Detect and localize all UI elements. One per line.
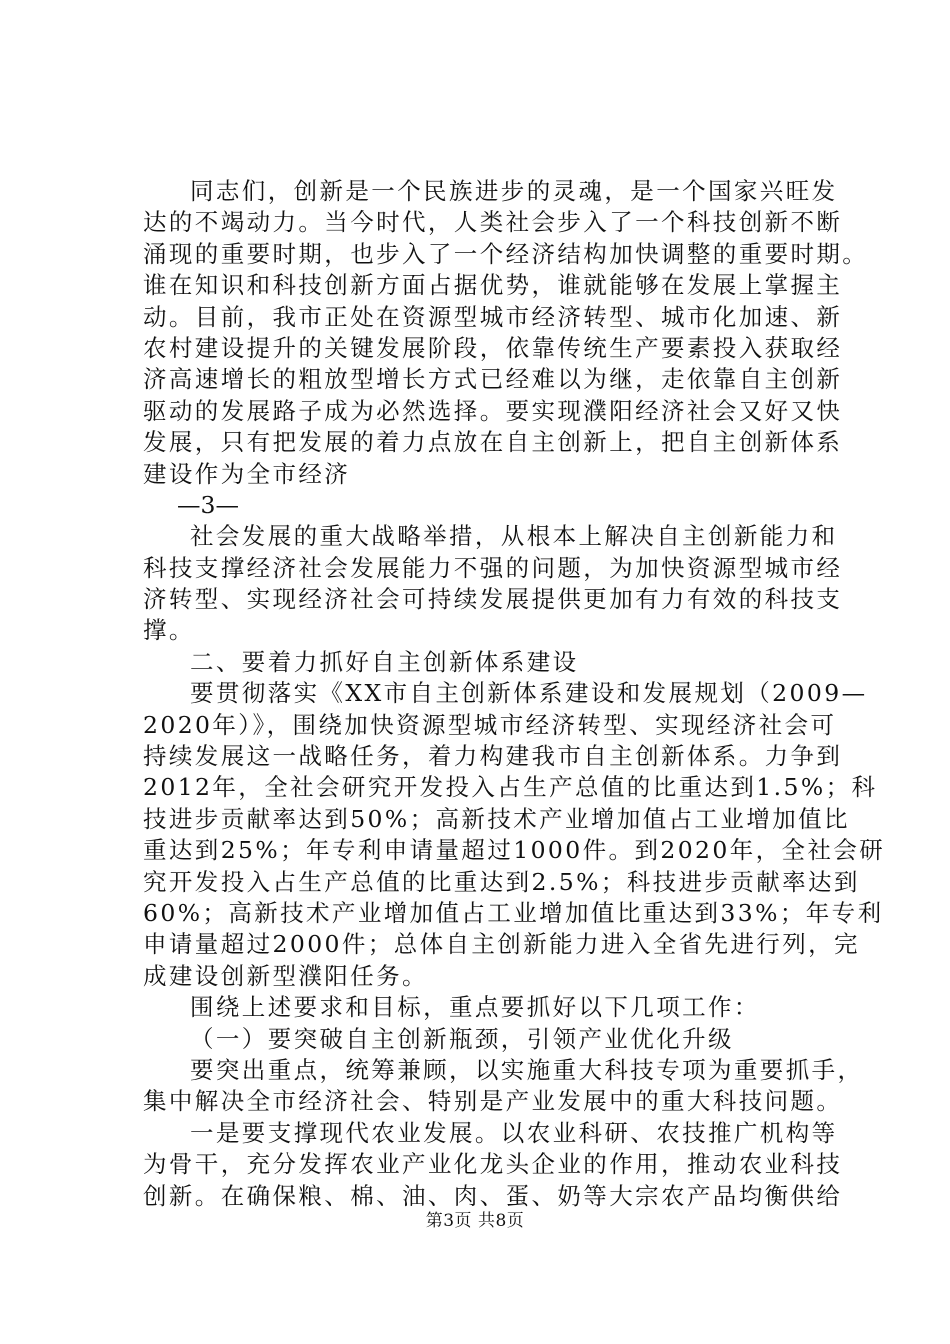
text-line: 2012年，全社会研究开发投入占生产总值的比重达到1.5%；科 xyxy=(143,773,878,802)
text-line: 2020年）》，围绕加快资源型城市经济转型、实现经济社会可 xyxy=(143,710,837,739)
text-line: 申请量超过2000件；总体自主创新能力进入全省先进行列，完 xyxy=(143,930,860,959)
text-line: 发展，只有把发展的着力点放在自主创新上，把自主创新体系 xyxy=(143,428,843,457)
text-line: 动。目前，我市正处在资源型城市经济转型、城市化加速、新 xyxy=(143,302,843,331)
text-line: 技进步贡献率达到50%；高新技术产业增加值占工业增加值比 xyxy=(143,804,850,833)
document-body xyxy=(143,176,886,1212)
text-line: 涌现的重要时期，也步入了一个经济结构加快调整的重要时期。 xyxy=(143,239,869,268)
text-line: 究开发投入占生产总值的比重达到2.5%；科技进步贡献率达到 xyxy=(143,867,860,896)
text-line: 60%；高新技术产业增加值占工业增加值比重达到33%；年专利 xyxy=(143,898,884,927)
text-line: 达的不竭动力。当今时代，人类社会步入了一个科技创新不断 xyxy=(143,208,843,237)
text-line: 集中解决全市经济社会、特别是产业发展中的重大科技问题。 xyxy=(143,1087,843,1116)
text-line: 重达到25%；年专利申请量超过1000件。到2020年，全社会研 xyxy=(143,836,886,865)
text-line: 要突出重点，统筹兼顾，以实施重大科技专项为重要抓手， xyxy=(190,1055,864,1084)
text-line: 同志们，创新是一个民族进步的灵魂，是一个国家兴旺发 xyxy=(190,177,838,205)
text-line: 科技支撑经济社会发展能力不强的问题，为加快资源型城市经 xyxy=(143,553,843,582)
page-footer: 第3页 共8页 xyxy=(425,1211,525,1231)
text-line: 成建设创新型濮阳任务。 xyxy=(143,961,428,990)
text-line: 撑。 xyxy=(143,616,195,645)
text-line: 持续发展这一战略任务，着力构建我市自主创新体系。力争到 xyxy=(143,742,843,771)
text-line: 创新。在确保粮、棉、油、肉、蛋、奶等大宗农产品均衡供给 xyxy=(143,1181,843,1210)
text-line: 济转型、实现经济社会可持续发展提供更加有力有效的科技支 xyxy=(143,585,843,614)
text-line: 围绕上述要求和目标，重点要抓好以下几项工作： xyxy=(190,993,760,1022)
text-line: 驱动的发展路子成为必然选择。要实现濮阳经济社会又好又快 xyxy=(143,396,843,425)
text-line: 谁在知识和科技创新方面占据优势，谁就能够在发展上掌握主 xyxy=(143,271,843,300)
text-line: 二、要着力抓好自主创新体系建设 xyxy=(190,647,579,676)
text-line: 济高速增长的粗放型增长方式已经难以为继，走依靠自主创新 xyxy=(143,365,843,394)
inline-page-number: —3— xyxy=(177,490,239,519)
text-line: 农村建设提升的关键发展阶段，依靠传统生产要素投入获取经 xyxy=(143,333,843,362)
text-line: 要贯彻落实《XX市自主创新体系建设和发展规划（2009— xyxy=(190,679,868,708)
text-line: 建设作为全市经济 xyxy=(143,459,351,488)
text-line: （一）要突破自主创新瓶颈，引领产业优化升级 xyxy=(190,1024,734,1053)
text-line: 社会发展的重大战略举措，从根本上解决自主创新能力和 xyxy=(190,522,838,551)
text-line: 为骨干，充分发挥农业产业化龙头企业的作用，推动农业科技 xyxy=(143,1150,843,1179)
text-line: 一是要支撑现代农业发展。以农业科研、农技推广机构等 xyxy=(190,1118,838,1147)
